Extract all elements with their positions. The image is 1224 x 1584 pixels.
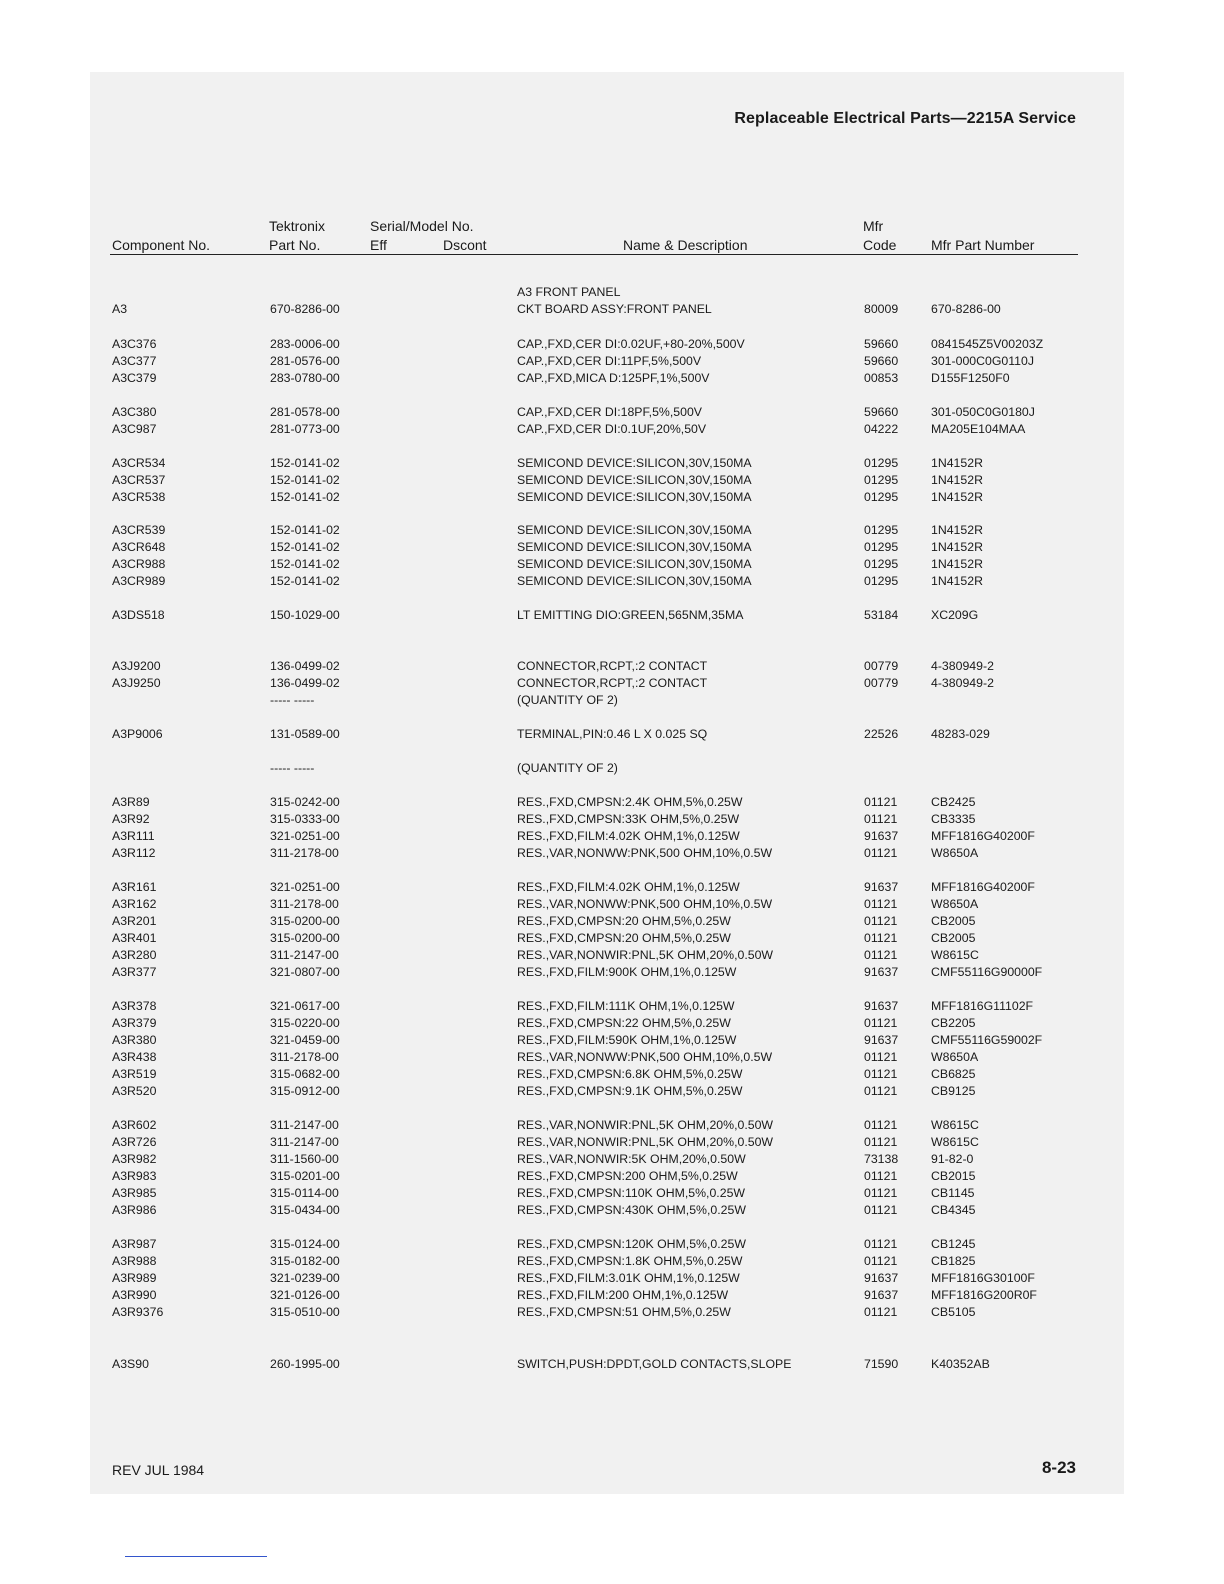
component-no: A3CR989 <box>112 574 166 588</box>
component-no: A3CR648 <box>112 540 166 554</box>
mfr-part-number: CB5105 <box>931 1305 976 1319</box>
table-row <box>90 522 1124 539</box>
table-row <box>90 675 1124 692</box>
bottom-link-underline <box>125 1556 267 1557</box>
part-no: 311-2178-00 <box>270 846 339 860</box>
mfr-code: 00779 <box>864 659 899 673</box>
mfr-code: 01121 <box>864 1135 898 1149</box>
mfr-part-number: MA205E104MAA <box>931 422 1026 436</box>
table-row <box>90 607 1124 624</box>
table-row <box>90 472 1124 489</box>
part-no: 152-0141-02 <box>270 473 340 487</box>
name-description: RES.,VAR,NONWIR:PNL,5K OHM,20%,0.50W <box>517 1118 774 1132</box>
mfr-part-number: 1N4152R <box>931 574 983 588</box>
mfr-part-number: 1N4152R <box>931 473 983 487</box>
table-row <box>90 539 1124 556</box>
mfr-part-number: CB9125 <box>931 1084 976 1098</box>
mfr-code: 01121 <box>864 1169 898 1183</box>
mfr-part-number: 301-000C0G0110J <box>931 354 1035 368</box>
part-no: 315-0200-00 <box>270 914 340 928</box>
header-divider <box>110 254 1078 255</box>
mfr-code: 01121 <box>864 1067 898 1081</box>
header-eff: Eff <box>370 237 387 253</box>
mfr-part-number: CB1145 <box>931 1186 975 1200</box>
part-no: 321-0617-00 <box>270 999 340 1013</box>
mfr-part-number: W8615C <box>931 1118 979 1132</box>
mfr-code: 00779 <box>864 676 899 690</box>
mfr-code: 01121 <box>864 931 898 945</box>
header-code: Code <box>863 237 897 253</box>
mfr-part-number: 1N4152R <box>931 490 983 504</box>
part-no: 315-0124-00 <box>270 1237 340 1251</box>
part-no: 131-0589-00 <box>270 727 340 741</box>
table-row <box>90 879 1124 896</box>
mfr-code: 71590 <box>864 1357 899 1371</box>
part-no: 321-0239-00 <box>270 1271 340 1285</box>
mfr-code: 01121 <box>864 1118 898 1132</box>
part-no: 281-0578-00 <box>270 405 340 419</box>
component-no: A3R92 <box>112 812 150 826</box>
component-no: A3R983 <box>112 1169 157 1183</box>
part-no: 260-1995-00 <box>270 1357 340 1371</box>
part-no: 152-0141-02 <box>270 574 340 588</box>
table-row <box>90 1151 1124 1168</box>
component-no: A3R726 <box>112 1135 157 1149</box>
table-row <box>90 1304 1124 1321</box>
component-no: A3R377 <box>112 965 157 979</box>
mfr-code: 01121 <box>864 1016 898 1030</box>
mfr-part-number: 0841545Z5V00203Z <box>931 337 1044 351</box>
name-description: RES.,FXD,CMPSN:110K OHM,5%,0.25W <box>517 1186 746 1200</box>
mfr-code: 01121 <box>864 1203 898 1217</box>
mfr-code: 01295 <box>864 523 899 537</box>
name-description: RES.,VAR,NONWIR:PNL,5K OHM,20%,0.50W <box>517 948 774 962</box>
table-row <box>90 1117 1124 1134</box>
header-dscont: Dscont <box>443 237 487 253</box>
part-no: 321-0251-00 <box>270 829 340 843</box>
part-no: 311-2178-00 <box>270 1050 339 1064</box>
part-no: 311-2147-00 <box>270 1135 339 1149</box>
part-no: ----- ----- <box>270 693 315 707</box>
mfr-part-number: K40352AB <box>931 1357 990 1371</box>
mfr-part-number: CB6825 <box>931 1067 976 1081</box>
component-no: A3R987 <box>112 1237 157 1251</box>
component-no: A3R111 <box>112 829 155 843</box>
table-row <box>90 930 1124 947</box>
component-no: A3R519 <box>112 1067 157 1081</box>
component-no: A3R280 <box>112 948 157 962</box>
part-no: 315-0201-00 <box>270 1169 340 1183</box>
table-row <box>90 811 1124 828</box>
table-row <box>90 1253 1124 1270</box>
mfr-code: 91637 <box>864 880 899 894</box>
name-description: RES.,FXD,FILM:4.02K OHM,1%,0.125W <box>517 880 740 894</box>
part-no: 315-0242-00 <box>270 795 340 809</box>
part-no: 150-1029-00 <box>270 608 340 622</box>
name-description: TERMINAL,PIN:0.46 L X 0.025 SQ <box>517 727 708 741</box>
component-no: A3R990 <box>112 1288 157 1302</box>
component-no: A3R401 <box>112 931 157 945</box>
table-row <box>90 336 1124 353</box>
table-row <box>90 828 1124 845</box>
component-no: A3R379 <box>112 1016 157 1030</box>
part-no: 152-0141-02 <box>270 490 340 504</box>
part-no: 670-8286-00 <box>270 302 340 316</box>
name-description: RES.,FXD,FILM:590K OHM,1%,0.125W <box>517 1033 737 1047</box>
name-description: LT EMITTING DIO:GREEN,565NM,35MA <box>517 608 744 622</box>
mfr-part-number: 4-380949-2 <box>931 676 994 690</box>
name-description: RES.,FXD,CMPSN:430K OHM,5%,0.25W <box>517 1203 746 1217</box>
component-no: A3R9376 <box>112 1305 164 1319</box>
mfr-code: 73138 <box>864 1152 899 1166</box>
header-part-no: Part No. <box>269 237 321 253</box>
part-no: 152-0141-02 <box>270 557 340 571</box>
name-description: RES.,FXD,CMPSN:6.8K OHM,5%,0.25W <box>517 1067 743 1081</box>
name-description: CAP.,FXD,CER DI:0.02UF,+80-20%,500V <box>517 337 745 351</box>
table-row <box>90 998 1124 1015</box>
name-description: CAP.,FXD,CER DI:18PF,5%,500V <box>517 405 702 419</box>
mfr-part-number: D155F1250F0 <box>931 371 1010 385</box>
mfr-code: 59660 <box>864 354 899 368</box>
component-no: A3CR537 <box>112 473 166 487</box>
name-description: RES.,FXD,CMPSN:22 OHM,5%,0.25W <box>517 1016 731 1030</box>
mfr-code: 01121 <box>864 897 898 911</box>
component-no: A3R112 <box>112 846 156 860</box>
part-no: 311-1560-00 <box>270 1152 339 1166</box>
name-description: CONNECTOR,RCPT,:2 CONTACT <box>517 676 708 690</box>
component-no: A3J9250 <box>112 676 161 690</box>
mfr-part-number: CB2015 <box>931 1169 976 1183</box>
mfr-part-number: MFF1816G11102F <box>931 999 1034 1013</box>
mfr-part-number: W8615C <box>931 1135 979 1149</box>
component-no: A3C377 <box>112 354 157 368</box>
mfr-part-number: 301-050C0G0180J <box>931 405 1035 419</box>
name-description: RES.,FXD,CMPSN:9.1K OHM,5%,0.25W <box>517 1084 743 1098</box>
mfr-part-number: W8615C <box>931 948 979 962</box>
name-description: RES.,FXD,CMPSN:20 OHM,5%,0.25W <box>517 914 731 928</box>
part-no: 321-0807-00 <box>270 965 340 979</box>
mfr-part-number: CB2005 <box>931 931 976 945</box>
name-description: RES.,VAR,NONWW:PNK,500 OHM,10%,0.5W <box>517 897 773 911</box>
table-row <box>90 370 1124 387</box>
mfr-code: 01121 <box>864 914 898 928</box>
mfr-code: 91637 <box>864 965 899 979</box>
part-no: 315-0912-00 <box>270 1084 340 1098</box>
mfr-code: 01295 <box>864 473 899 487</box>
table-row <box>90 1066 1124 1083</box>
mfr-part-number: 1N4152R <box>931 523 983 537</box>
table-row <box>90 692 1124 709</box>
mfr-part-number: 4-380949-2 <box>931 659 994 673</box>
component-no: A3R380 <box>112 1033 157 1047</box>
component-no: A3C987 <box>112 422 157 436</box>
mfr-part-number: CB2205 <box>931 1016 976 1030</box>
part-no: 311-2178-00 <box>270 897 339 911</box>
component-no: A3R989 <box>112 1271 157 1285</box>
component-no: A3R378 <box>112 999 157 1013</box>
part-no: 315-0682-00 <box>270 1067 340 1081</box>
component-no: A3S90 <box>112 1357 149 1371</box>
name-description: (QUANTITY OF 2) <box>517 761 618 775</box>
name-description: SEMICOND DEVICE:SILICON,30V,150MA <box>517 557 752 571</box>
mfr-code: 59660 <box>864 405 899 419</box>
component-no: A3CR538 <box>112 490 166 504</box>
name-description: RES.,FXD,CMPSN:51 OHM,5%,0.25W <box>517 1305 731 1319</box>
part-no: 315-0200-00 <box>270 931 340 945</box>
mfr-code: 91637 <box>864 1271 899 1285</box>
revision-date: REV JUL 1984 <box>112 1462 205 1478</box>
table-row <box>90 573 1124 590</box>
name-description: CONNECTOR,RCPT,:2 CONTACT <box>517 659 708 673</box>
mfr-code: 01295 <box>864 540 899 554</box>
mfr-code: 01295 <box>864 490 899 504</box>
component-no: A3 <box>112 302 128 316</box>
name-description: SEMICOND DEVICE:SILICON,30V,150MA <box>517 523 752 537</box>
name-description: SEMICOND DEVICE:SILICON,30V,150MA <box>517 473 752 487</box>
part-no: 311-2147-00 <box>270 948 339 962</box>
name-description: RES.,FXD,CMPSN:2.4K OHM,5%,0.25W <box>517 795 743 809</box>
header-name-description: Name & Description <box>623 237 748 253</box>
mfr-code: 53184 <box>864 608 899 622</box>
mfr-part-number: W8650A <box>931 897 979 911</box>
name-description: RES.,VAR,NONWW:PNK,500 OHM,10%,0.5W <box>517 1050 773 1064</box>
component-no: A3C376 <box>112 337 157 351</box>
component-no: A3R201 <box>112 914 157 928</box>
name-description: SEMICOND DEVICE:SILICON,30V,150MA <box>517 540 752 554</box>
component-no: A3R162 <box>112 897 157 911</box>
document-page <box>90 72 1124 1494</box>
page-number: 8-23 <box>1041 1458 1076 1477</box>
mfr-code: 59660 <box>864 337 899 351</box>
name-description: SEMICOND DEVICE:SILICON,30V,150MA <box>517 490 752 504</box>
mfr-code: 91637 <box>864 999 899 1013</box>
mfr-part-number: MFF1816G30100F <box>931 1271 1035 1285</box>
name-description: CAP.,FXD,CER DI:11PF,5%,500V <box>517 354 702 368</box>
name-description: RES.,FXD,FILM:4.02K OHM,1%,0.125W <box>517 829 740 843</box>
component-no: A3R438 <box>112 1050 157 1064</box>
header-mfr-part-number: Mfr Part Number <box>931 237 1035 253</box>
name-description: A3 FRONT PANEL <box>517 285 621 299</box>
table-row <box>90 1168 1124 1185</box>
component-no: A3R982 <box>112 1152 157 1166</box>
component-no: A3R986 <box>112 1203 157 1217</box>
component-no: A3C379 <box>112 371 157 385</box>
table-row <box>90 1015 1124 1032</box>
mfr-part-number: CB1245 <box>931 1237 976 1251</box>
part-no: 321-0126-00 <box>270 1288 340 1302</box>
table-row <box>90 404 1124 421</box>
mfr-code: 01121 <box>864 1237 898 1251</box>
component-no: A3R985 <box>112 1186 157 1200</box>
component-no: A3CR539 <box>112 523 166 537</box>
part-no: 315-0434-00 <box>270 1203 340 1217</box>
header-tektronix: Tektronix <box>269 218 326 234</box>
mfr-code: 91637 <box>864 1288 899 1302</box>
mfr-code: 01121 <box>864 846 898 860</box>
table-row <box>90 726 1124 743</box>
part-no: 315-0333-00 <box>270 812 340 826</box>
table-row <box>90 1356 1124 1373</box>
table-row <box>90 947 1124 964</box>
mfr-part-number: CB2425 <box>931 795 976 809</box>
part-no: 281-0576-00 <box>270 354 340 368</box>
mfr-part-number: MFF1816G200R0F <box>931 1288 1037 1302</box>
part-no: 152-0141-02 <box>270 540 340 554</box>
mfr-code: 01121 <box>864 1050 898 1064</box>
header-serial-model: Serial/Model No. <box>370 218 474 234</box>
table-row <box>90 1202 1124 1219</box>
table-row <box>90 1049 1124 1066</box>
table-row <box>90 913 1124 930</box>
name-description: RES.,VAR,NONWIR:5K OHM,20%,0.50W <box>517 1152 746 1166</box>
mfr-part-number: 91-82-0 <box>931 1152 974 1166</box>
mfr-part-number: 48283-029 <box>931 727 990 741</box>
table-row <box>90 353 1124 370</box>
mfr-part-number: CMF55116G90000F <box>931 965 1043 979</box>
mfr-code: 01295 <box>864 456 899 470</box>
name-description: (QUANTITY OF 2) <box>517 693 618 707</box>
name-description: RES.,FXD,CMPSN:200 OHM,5%,0.25W <box>517 1169 738 1183</box>
mfr-part-number: MFF1816G40200F <box>931 880 1035 894</box>
table-row <box>90 658 1124 675</box>
table-row <box>90 556 1124 573</box>
part-no: 311-2147-00 <box>270 1118 339 1132</box>
mfr-code: 00853 <box>864 371 899 385</box>
name-description: SWITCH,PUSH:DPDT,GOLD CONTACTS,SLOPE <box>517 1357 792 1371</box>
mfr-part-number: MFF1816G40200F <box>931 829 1035 843</box>
mfr-code: 80009 <box>864 302 899 316</box>
table-row <box>90 284 1124 301</box>
mfr-part-number: 670-8286-00 <box>931 302 1001 316</box>
table-row <box>90 421 1124 438</box>
header-component-no: Component No. <box>112 237 211 253</box>
mfr-part-number: 1N4152R <box>931 456 983 470</box>
name-description: RES.,FXD,CMPSN:1.8K OHM,5%,0.25W <box>517 1254 743 1268</box>
mfr-part-number: CMF55116G59002F <box>931 1033 1043 1047</box>
table-row <box>90 455 1124 472</box>
name-description: RES.,VAR,NONWW:PNK,500 OHM,10%,0.5W <box>517 846 773 860</box>
name-description: RES.,VAR,NONWIR:PNL,5K OHM,20%,0.50W <box>517 1135 774 1149</box>
mfr-part-number: 1N4152R <box>931 540 983 554</box>
mfr-part-number: CB4345 <box>931 1203 976 1217</box>
name-description: RES.,FXD,FILM:111K OHM,1%,0.125W <box>517 999 735 1013</box>
name-description: RES.,FXD,FILM:200 OHM,1%,0.125W <box>517 1288 729 1302</box>
name-description: RES.,FXD,CMPSN:120K OHM,5%,0.25W <box>517 1237 746 1251</box>
part-no: 315-0220-00 <box>270 1016 340 1030</box>
mfr-code: 91637 <box>864 1033 899 1047</box>
name-description: CAP.,FXD,CER DI:0.1UF,20%,50V <box>517 422 707 436</box>
table-row <box>90 1134 1124 1151</box>
mfr-code: 01295 <box>864 574 899 588</box>
part-no: 315-0510-00 <box>270 1305 340 1319</box>
component-no: A3CR988 <box>112 557 166 571</box>
part-no: 136-0499-02 <box>270 676 340 690</box>
part-no: 315-0114-00 <box>270 1186 339 1200</box>
name-description: RES.,FXD,CMPSN:20 OHM,5%,0.25W <box>517 931 731 945</box>
mfr-part-number: XC209G <box>931 608 979 622</box>
mfr-code: 01121 <box>864 1254 898 1268</box>
component-no: A3R988 <box>112 1254 157 1268</box>
part-no: 283-0780-00 <box>270 371 340 385</box>
header-mfr: Mfr <box>863 218 884 234</box>
part-no: 152-0141-02 <box>270 456 340 470</box>
component-no: A3R602 <box>112 1118 157 1132</box>
part-no: 315-0182-00 <box>270 1254 340 1268</box>
part-no: 281-0773-00 <box>270 422 340 436</box>
mfr-part-number: CB3335 <box>931 812 976 826</box>
part-no: 321-0459-00 <box>270 1033 340 1047</box>
table-row <box>90 1236 1124 1253</box>
component-no: A3J9200 <box>112 659 161 673</box>
mfr-code: 01121 <box>864 1084 898 1098</box>
table-row <box>90 896 1124 913</box>
name-description: RES.,FXD,FILM:3.01K OHM,1%,0.125W <box>517 1271 740 1285</box>
table-row <box>90 301 1124 318</box>
mfr-code: 22526 <box>864 727 899 741</box>
part-no: 283-0006-00 <box>270 337 340 351</box>
mfr-code: 01121 <box>864 1186 898 1200</box>
name-description: CAP.,FXD,MICA D:125PF,1%,500V <box>517 371 710 385</box>
mfr-part-number: W8650A <box>931 846 979 860</box>
table-row <box>90 964 1124 981</box>
name-description: RES.,FXD,FILM:900K OHM,1%,0.125W <box>517 965 737 979</box>
name-description: SEMICOND DEVICE:SILICON,30V,150MA <box>517 456 752 470</box>
table-row <box>90 1185 1124 1202</box>
mfr-part-number: CB2005 <box>931 914 976 928</box>
mfr-code: 91637 <box>864 829 899 843</box>
component-no: A3DS518 <box>112 608 165 622</box>
part-no: 136-0499-02 <box>270 659 340 673</box>
table-row <box>90 1032 1124 1049</box>
mfr-code: 04222 <box>864 422 899 436</box>
mfr-part-number: CB1825 <box>931 1254 976 1268</box>
component-no: A3C380 <box>112 405 157 419</box>
part-no: 152-0141-02 <box>270 523 340 537</box>
component-no: A3CR534 <box>112 456 166 470</box>
mfr-code: 01295 <box>864 557 899 571</box>
component-no: A3R89 <box>112 795 150 809</box>
component-no: A3R520 <box>112 1084 157 1098</box>
mfr-code: 01121 <box>864 795 898 809</box>
part-no: 321-0251-00 <box>270 880 340 894</box>
table-row <box>90 489 1124 506</box>
name-description: RES.,FXD,CMPSN:33K OHM,5%,0.25W <box>517 812 740 826</box>
mfr-part-number: 1N4152R <box>931 557 983 571</box>
component-no: A3R161 <box>112 880 157 894</box>
page-title: Replaceable Electrical Parts—2215A Service <box>734 110 1076 127</box>
table-row <box>90 1270 1124 1287</box>
name-description: SEMICOND DEVICE:SILICON,30V,150MA <box>517 574 752 588</box>
component-no: A3P9006 <box>112 727 163 741</box>
table-row <box>90 1083 1124 1100</box>
table-row <box>90 794 1124 811</box>
mfr-code: 01121 <box>864 1305 898 1319</box>
table-row <box>90 1287 1124 1304</box>
part-no: ----- ----- <box>270 761 315 775</box>
name-description: CKT BOARD ASSY:FRONT PANEL <box>517 302 712 316</box>
mfr-code: 01121 <box>864 812 898 826</box>
mfr-part-number: W8650A <box>931 1050 979 1064</box>
table-row <box>90 845 1124 862</box>
table-row <box>90 760 1124 777</box>
mfr-code: 01121 <box>864 948 898 962</box>
